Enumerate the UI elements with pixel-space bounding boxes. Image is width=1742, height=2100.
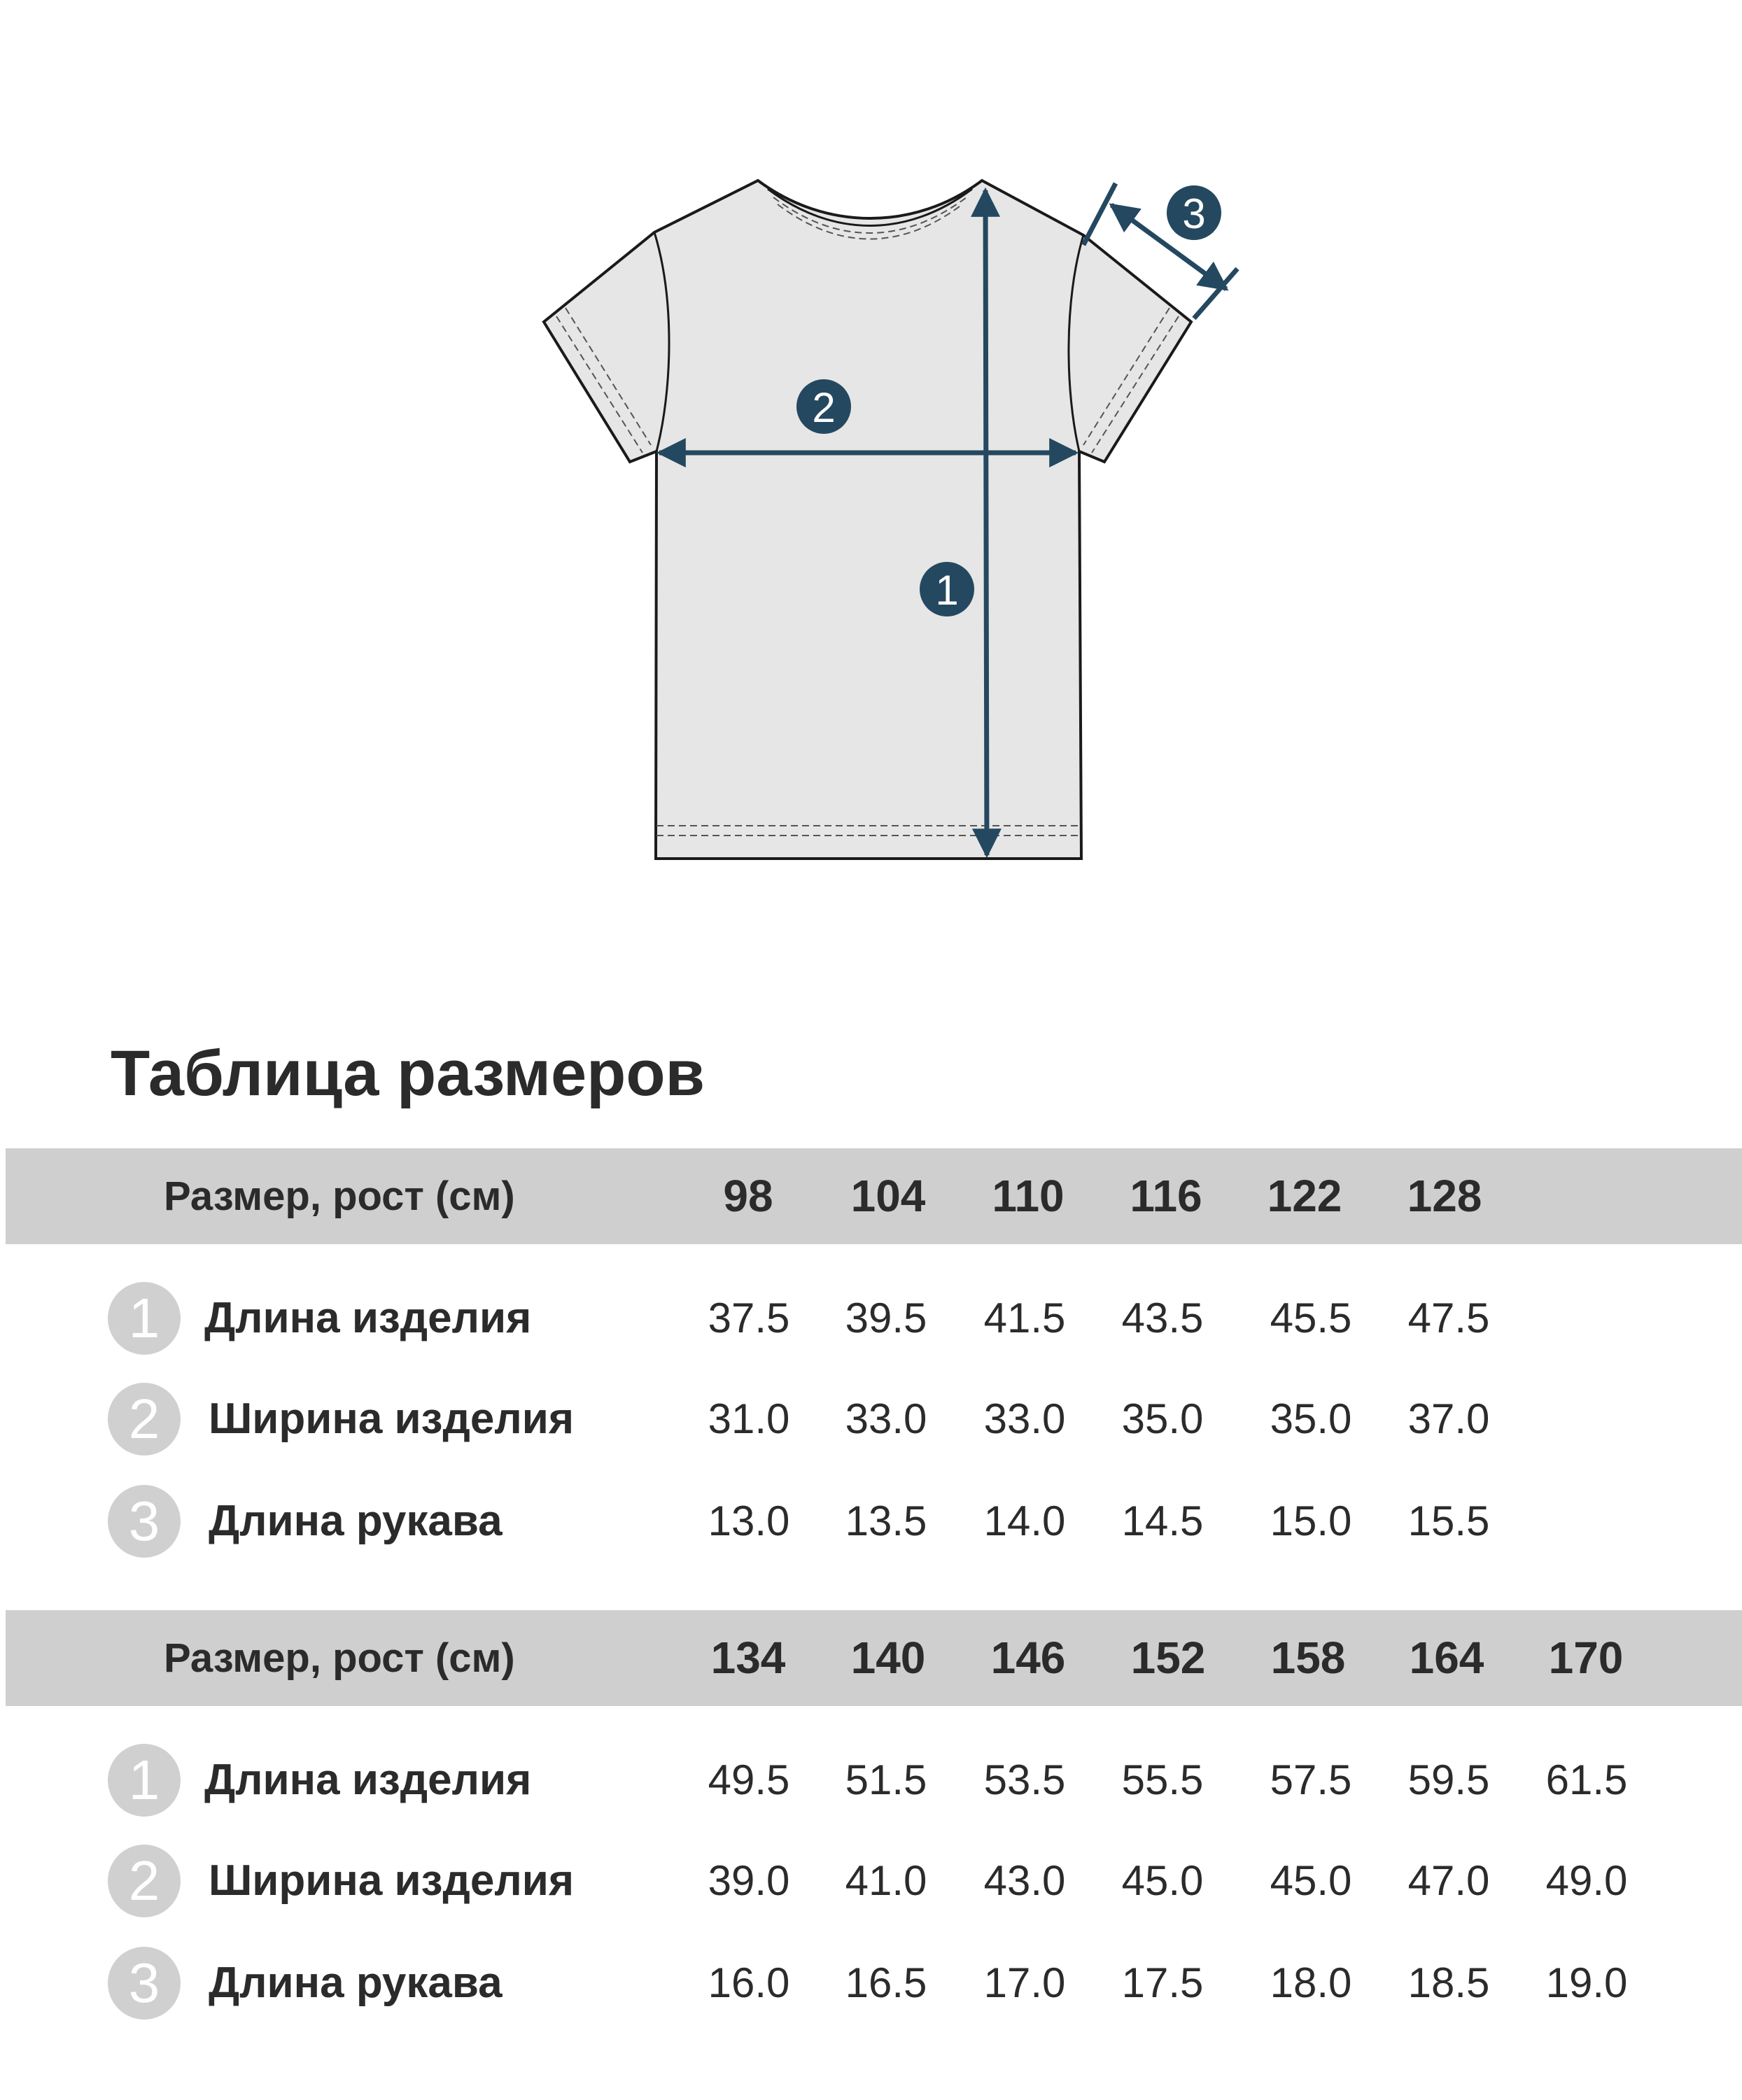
- measure-value: 35.0: [1270, 1395, 1352, 1442]
- measure-value: 15.5: [1407, 1498, 1490, 1544]
- size-col: 134: [710, 1633, 786, 1683]
- tshirt-drawing: [0, 0, 1742, 910]
- measure-value: 55.5: [1121, 1756, 1204, 1803]
- measure-value: 13.5: [845, 1498, 927, 1544]
- size-table-2-header: [6, 1610, 1742, 1706]
- measure-value: 16.0: [708, 1959, 790, 2006]
- tshirt-measurement-diagram: [0, 0, 1742, 910]
- measure-label: Длина изделия: [204, 1756, 532, 1804]
- marker-3-label: 3: [1182, 190, 1206, 237]
- measure-value: 37.0: [1407, 1395, 1490, 1442]
- measure-value: 13.0: [708, 1498, 790, 1544]
- measure-value: 17.0: [983, 1959, 1066, 2006]
- table-row: [0, 1282, 1742, 1359]
- measure-value: 61.5: [1545, 1756, 1628, 1803]
- measure-value: 18.5: [1407, 1959, 1490, 2006]
- measure-value: 57.5: [1270, 1756, 1352, 1803]
- size-col: 158: [1270, 1633, 1346, 1683]
- measure-label: Ширина изделия: [209, 1856, 575, 1905]
- number-badge: 1: [108, 1282, 181, 1355]
- measure-value: 14.0: [983, 1498, 1066, 1544]
- size-header-label: Размер, рост (см): [164, 1635, 515, 1681]
- measure-value: 39.0: [708, 1857, 790, 1904]
- measure-value: 45.0: [1270, 1857, 1352, 1904]
- size-col: 170: [1548, 1633, 1624, 1683]
- size-col: 164: [1409, 1633, 1484, 1683]
- table-row: [0, 1485, 1742, 1562]
- marker-2-label: 2: [812, 384, 836, 431]
- measure-value: 19.0: [1545, 1959, 1628, 2006]
- measure-value: 59.5: [1407, 1756, 1490, 1803]
- measure-value: 47.5: [1407, 1295, 1490, 1341]
- measure-label: Длина рукава: [209, 1497, 503, 1545]
- sleeve-tick-top: [1083, 183, 1116, 245]
- number-badge: 1: [108, 1744, 181, 1817]
- table-row: [0, 1845, 1742, 1922]
- measure-value: 35.0: [1121, 1395, 1204, 1442]
- measure-value: 53.5: [983, 1756, 1066, 1803]
- measure-value: 43.0: [983, 1857, 1066, 1904]
- sleeve-tick-bottom: [1194, 269, 1237, 318]
- size-col: 104: [850, 1171, 926, 1221]
- measure-value: 18.0: [1270, 1959, 1352, 2006]
- measure-value: 39.5: [845, 1295, 927, 1341]
- length-arrow: [985, 190, 987, 855]
- measure-value: 14.5: [1121, 1498, 1204, 1544]
- number-badge: 2: [108, 1383, 181, 1456]
- measure-value: 47.0: [1407, 1857, 1490, 1904]
- measure-value: 37.5: [708, 1295, 790, 1341]
- measure-value: 17.5: [1121, 1959, 1204, 2006]
- measure-value: 45.0: [1121, 1857, 1204, 1904]
- size-col: 146: [990, 1633, 1066, 1683]
- measure-label: Длина рукава: [209, 1959, 503, 2007]
- size-table-1-header: [6, 1148, 1742, 1244]
- size-col: 122: [1267, 1171, 1342, 1221]
- measure-label: Длина изделия: [204, 1294, 532, 1342]
- measure-value: 51.5: [845, 1756, 927, 1803]
- size-col: 116: [1130, 1171, 1202, 1221]
- measure-value: 41.5: [983, 1295, 1066, 1341]
- measure-value: 43.5: [1121, 1295, 1204, 1341]
- size-header-label: Размер, рост (см): [164, 1174, 515, 1219]
- size-col: 152: [1130, 1633, 1206, 1683]
- measure-value: 16.5: [845, 1959, 927, 2006]
- size-col: 98: [723, 1171, 773, 1221]
- measure-value: 15.0: [1270, 1498, 1352, 1544]
- table-row: [0, 1744, 1742, 1821]
- table-row: [0, 1383, 1742, 1460]
- table-row: [0, 1947, 1742, 2024]
- marker-1-label: 1: [935, 567, 959, 614]
- marker-3: [1167, 185, 1221, 240]
- measure-value: 33.0: [845, 1395, 927, 1442]
- page-title: Таблица размеров: [111, 1038, 705, 1109]
- measure-label: Ширина изделия: [209, 1395, 575, 1443]
- number-badge: 2: [108, 1845, 181, 1917]
- measure-value: 31.0: [708, 1395, 790, 1442]
- size-col: 140: [850, 1633, 926, 1683]
- measure-value: 49.5: [708, 1756, 790, 1803]
- measure-value: 45.5: [1270, 1295, 1352, 1341]
- number-badge: 3: [108, 1485, 181, 1558]
- measure-value: 33.0: [983, 1395, 1066, 1442]
- marker-1: [920, 562, 974, 616]
- number-badge: 3: [108, 1947, 181, 2020]
- marker-2: [796, 379, 851, 434]
- measure-value: 41.0: [845, 1857, 927, 1904]
- tshirt-outline: [544, 181, 1191, 859]
- size-col: 128: [1407, 1171, 1482, 1221]
- size-col: 110: [992, 1171, 1065, 1221]
- measure-value: 49.0: [1545, 1857, 1628, 1904]
